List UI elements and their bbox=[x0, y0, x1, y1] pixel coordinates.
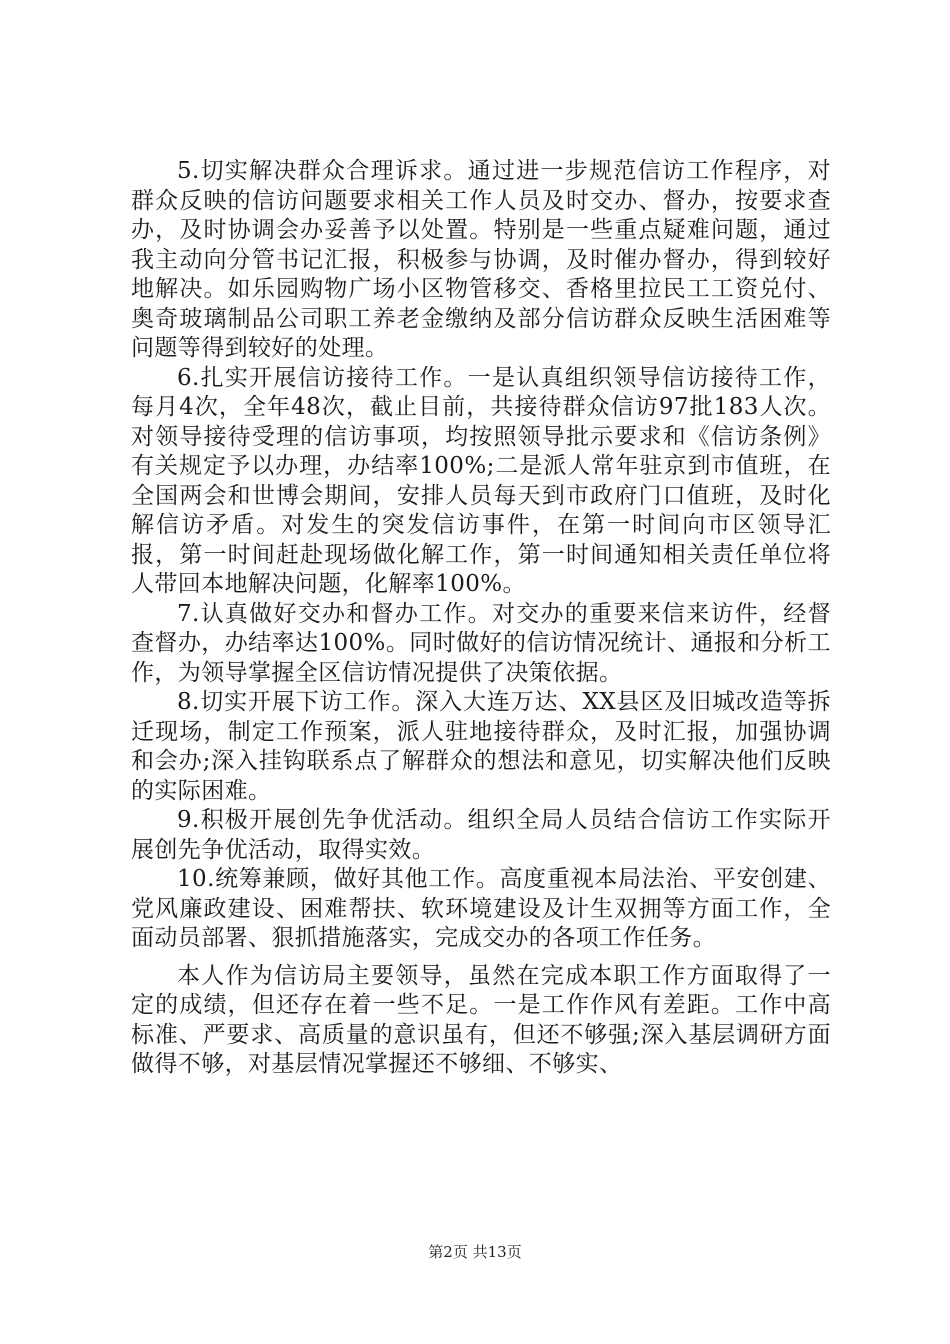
document-body bbox=[131, 157, 831, 1080]
paragraph-item-7: 7.认真做好交办和督办工作。对交办的重要来信来访件，经督查督办，办结率达100%。同时做好的信访情况统计、通报和分析工作，为领导掌握全区信访情况提供了决策依据。 bbox=[131, 600, 831, 686]
paragraph-item-5: 5.切实解决群众合理诉求。通过进一步规范信访工作程序，对群众反映的信访问题要求相关工作人员及时交办、督办，按要求查办，及时协调会办妥善予以处置。特别是一些重点疑难问题，通过我主动向分管书记汇报，积极参与协调，及时催办督办，得到较好地解决。如乐园购物广场小区物管移交、香格里拉民工工资兑付、奥奇玻璃制品公司职工养老金缴纳及部分信访群众反映生活困难等问题等得到较好的处理。 bbox=[131, 158, 831, 361]
paragraph-summary: 本人作为信访局主要领导，虽然在完成本职工作方面取得了一定的成绩，但还存在着一些不足。一是工作作风有差距。工作中高标准、严要求、高质量的意识虽有，但还不够强;深入基层调研方面做得不够，对基层情况掌握还不够细、不够实、 bbox=[131, 962, 831, 1077]
page-number-footer: 第2页 共13页 bbox=[428, 1243, 522, 1261]
paragraph-item-6: 6.扎实开展信访接待工作。一是认真组织领导信访接待工作，每月4次，全年48次，截止目前，共接待群众信访97批183人次。对领导接待受理的信访事项，均按照领导批示要求和《信访条例》有关规定予以办理，办结率100%;二是派人常年驻京到市值班，在全国两会和世博会期间，安排人员每天到市政府门口值班，及时化解信访矛盾。对发生的突发信访事件，在第一时间向市区领导汇报，第一时间赶赴现场做化解工作，第一时间通知相关责任单位将人带回本地解决问题，化解率100%。 bbox=[131, 364, 831, 597]
paragraph-item-9: 9.积极开展创先争优活动。组织全局人员结合信访工作实际开展创先争优活动，取得实效。 bbox=[131, 807, 831, 863]
paragraph-item-8: 8.切实开展下访工作。深入大连万达、XX县区及旧城改造等拆迁现场，制定工作预案，派人驻地接待群众，及时汇报，加强协调和会办;深入挂钩联系点了解群众的想法和意见，切实解决他们反映的实际困难。 bbox=[131, 689, 831, 804]
paragraph-item-10: 10.统筹兼顾，做好其他工作。高度重视本局法治、平安创建、党风廉政建设、困难帮扶、软环境建设及计生双拥等方面工作，全面动员部署、狠抓措施落实，完成交办的各项工作任务。 bbox=[131, 866, 831, 951]
